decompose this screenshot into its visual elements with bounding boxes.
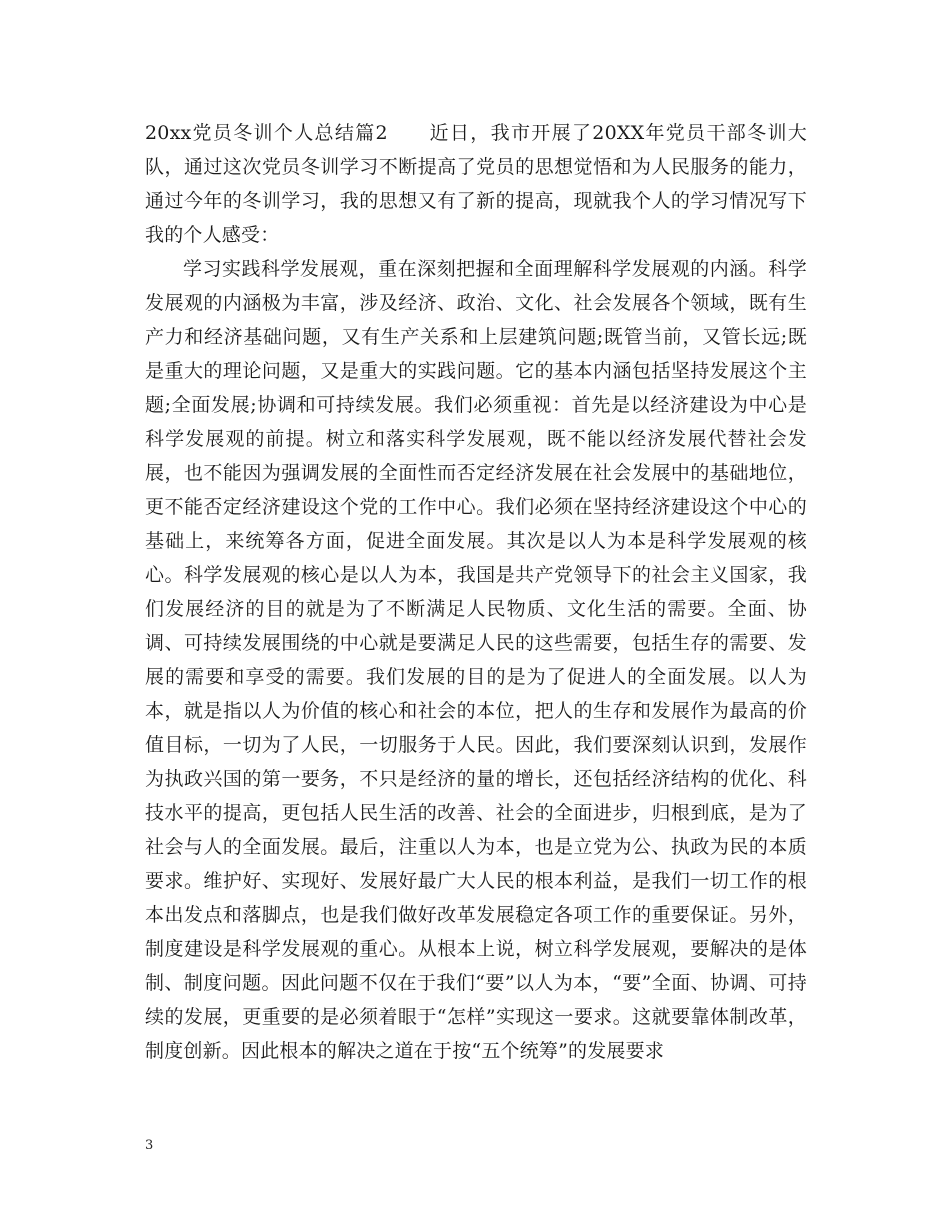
intro-text: 近日，我市开展了20XX年党员干部冬训大队，通过这次党员冬训学习不断提高了党员的思想觉悟和为人民服务的能力，通过今年的冬训学习，我的思想又有了新的提高，现就我个人的学习情况写下我的个人感受： [145, 122, 808, 246]
page-number: 3 [145, 1138, 154, 1153]
document-body [145, 116, 807, 1068]
intro-paragraph [145, 116, 807, 252]
heading-gap [388, 122, 430, 144]
main-paragraph: 学习实践科学发展观，重在深刻把握和全面理解科学发展观的内涵。科学发展观的内涵极为丰富，涉及经济、政治、文化、社会发展各个领域，既有生产力和经济基础问题，又有生产关系和上层建筑问题;既管当前，又管长远;既是重大的理论问题，又是重大的实践问题。它的基本内涵包括坚持发展这个主题;全面发展;协调和可持续发展。我们必须重视：首先是以经济建设为中心是科学发展观的前提。树立和落实科学发展观，既不能以经济发展代替社会发展，也不能因为强调发展的全面性而否定经济发展在社会发展中的基础地位，更不能否定经济建设这个党的工作中心。我们必须在坚持经济建设这个中心的基础上，来统筹各方面，促进全面发展。其次是以人为本是科学发展观的核心。科学发展观的核心是以人为本，我国是共产党领导下的社会主义国家，我们发展经济的目的就是为了不断满足人民物质、文化生活的需要。全面、协调、可持续发展围绕的中心就是要满足人民的这些需要，包括生存的需要、发展的需要和享受的需要。我们发展的目的是为了促进人的全面发展。以人为本，就是指以人为价值的核心和社会的本位，把人的生存和发展作为最高的价值目标，一切为了人民，一切服务于人民。因此，我们要深刻认识到，发展作为执政兴国的第一要务，不只是经济的量的增长，还包括经济结构的优化、科技水平的提高，更包括人民生活的改善、社会的全面进步，归根到底，是为了社会与人的全面发展。最后，注重以人为本，也是立党为公、执政为民的本质要求。维护好、实现好、发展好最广大人民的根本利益，是我们一切工作的根本出发点和落脚点，也是我们做好改革发展稳定各项工作的重要保证。另外，制度建设是科学发展观的重心。从根本上说，树立科学发展观，要解决的是体制、制度问题。因此问题不仅在于我们“要”以人为本，“要”全面、协调、可持续的发展，更重要的是必须着眼于“怎样”实现这一要求。这就要靠体制改革，制度创新。因此根本的解决之道在于按“五个统筹”的发展要求 [145, 258, 807, 1062]
section-heading: 20xx党员冬训个人总结篇2 [145, 122, 388, 144]
